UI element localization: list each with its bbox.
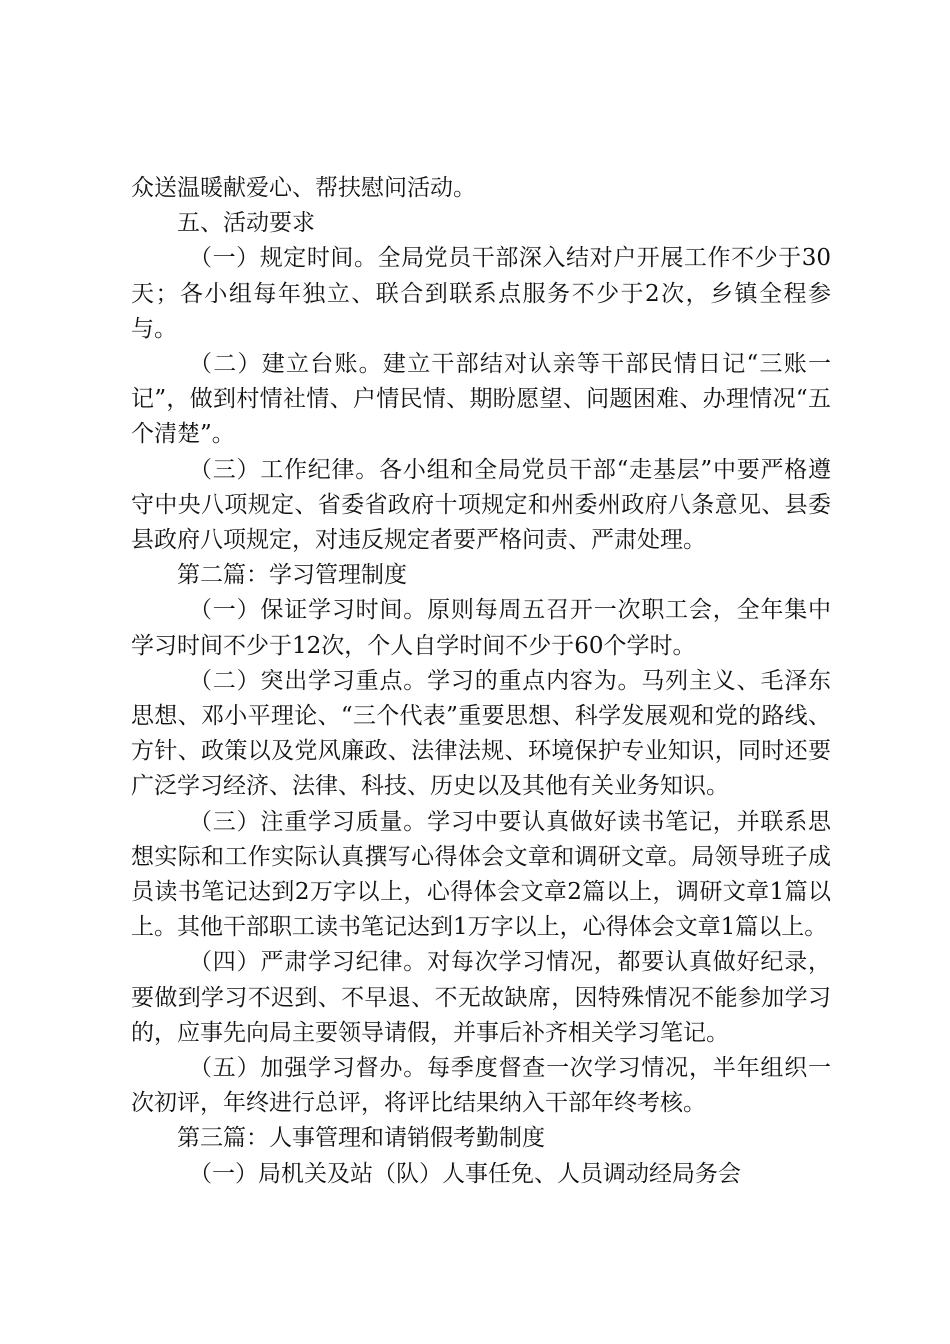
paragraph-work-discipline: （三）工作纪律。各小组和全局党员干部“走基层”中要严格遵守中央八项规定、省委省政府十项规定和州委州政府八条意见、县委县政府八项规定，对违反规定者要严格问责、严肃处理。 <box>131 456 831 554</box>
paragraph-personnel-appointment: （一）局机关及站（队）人事任免、人员调动经局务会 <box>189 1160 741 1187</box>
paragraph-ledger: （二）建立台账。建立干部结对认亲等干部民情日记“三账一记”，做到村情社情、户情民情、期盼愿望、问题困难、办理情况“五个清楚”。 <box>131 351 831 448</box>
paragraph-study-supervision: （五）加强学习督办。每季度督查一次学习情况，半年组织一次初评，年终进行总评，将评比结果纳入干部年终考核。 <box>131 1055 831 1117</box>
paragraph-time-requirement: （一）规定时间。全局党员干部深入结对户开展工作不少于30天；各小组每年独立、联合到联系点服务不少于2次，乡镇全程参与。 <box>131 245 831 342</box>
paragraph-study-time: （一）保证学习时间。原则每周五召开一次职工会，全年集中学习时间不少于12次，个人自学时间不少于60个学时。 <box>131 597 831 659</box>
paragraph-continuation: 众送温暖献爱心、帮扶慰问活动。 <box>131 175 476 201</box>
chapter-heading-study-management: 第二篇：学习管理制度 <box>177 562 407 589</box>
document-body <box>131 171 831 1192</box>
section-heading-activity-requirements: 五、活动要求 <box>177 210 315 237</box>
paragraph-study-quality: （三）注重学习质量。学习中要认真做好读书笔记，并联系思想实际和工作实际认真撰写心得体会文章和调研文章。局领导班子成员读书笔记达到2万字以上，心得体会文章2篇以上，调研文章1篇以上。其他干部职工读书笔记达到1万字以上，心得体会文章1篇以上。 <box>131 808 831 941</box>
chapter-heading-personnel-management: 第三篇：人事管理和请销假考勤制度 <box>177 1125 545 1152</box>
paragraph-study-discipline: （四）严肃学习纪律。对每次学习情况，都要认真做好纪录，要做到学习不迟到、不早退、不无故缺席，因特殊情况不能参加学习的，应事先向局主要领导请假，并事后补齐相关学习笔记。 <box>131 949 831 1046</box>
paragraph-study-focus: （二）突出学习重点。学习的重点内容为。马列主义、毛泽东思想、邓小平理论、“三个代表”重要思想、科学发展观和党的路线、方针、政策以及党风廉政、法律法规、环境保护专业知识，同时还要广泛学习经济、法律、科技、历史以及其他有关业务知识。 <box>131 667 831 800</box>
